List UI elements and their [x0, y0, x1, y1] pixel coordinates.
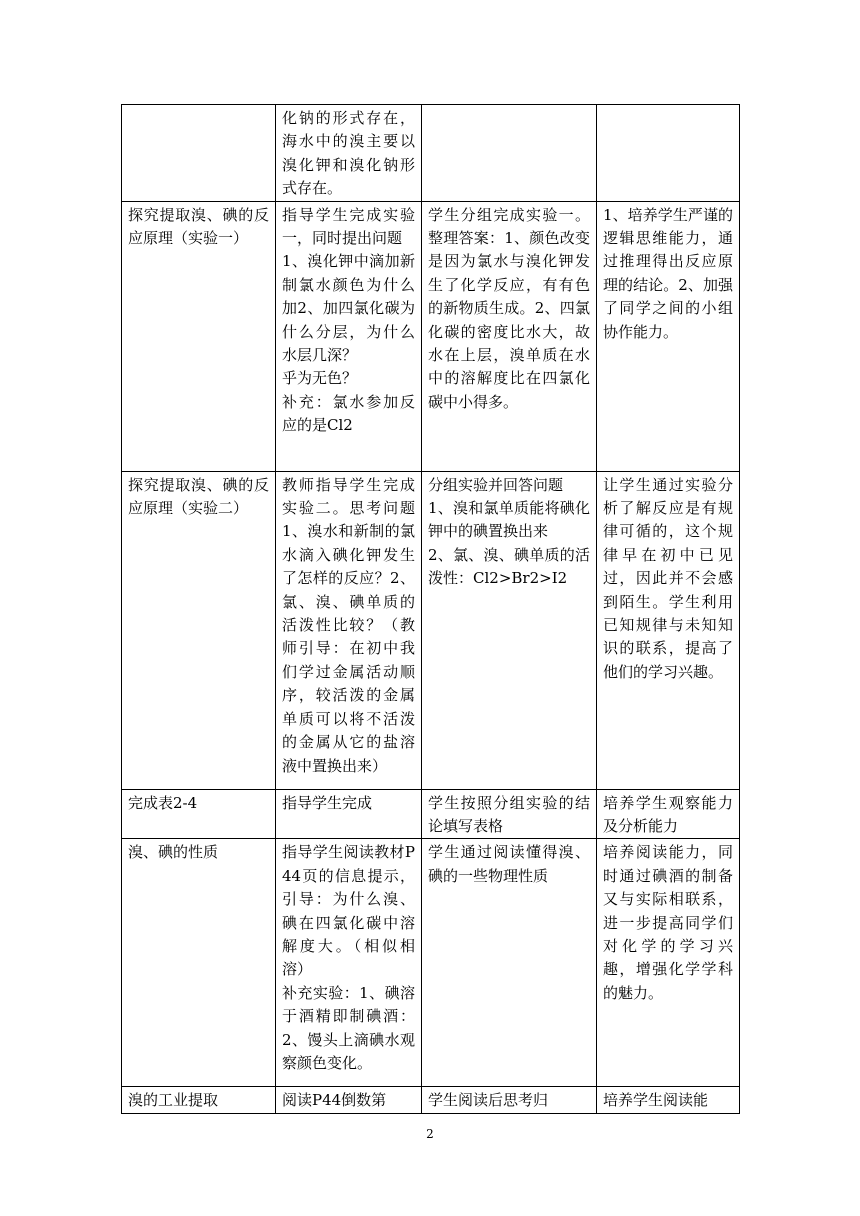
topic-cell	[122, 471, 276, 789]
design-intent-cell	[597, 1087, 740, 1113]
topic-text: 探究提取溴、碘的反应原理（实验一）	[128, 205, 269, 248]
table-row	[122, 789, 740, 839]
student-activity-text: 学生阅读后思考归	[428, 1091, 549, 1110]
topic-cell	[122, 201, 276, 471]
student-activity-text: 分组实验并回答问题 1、溴和氯单质能将碘化钾中的碘置换出来 2、氯、溴、碘单质的活泼性：Cl2>Br2>I2	[428, 475, 590, 588]
design-intent-cell	[597, 105, 740, 202]
table-row	[122, 201, 740, 471]
teacher-activity-cell	[276, 839, 422, 1087]
teacher-activity-cell	[276, 789, 422, 839]
student-activity-cell	[422, 789, 597, 839]
table-row	[122, 1087, 740, 1113]
student-activity-text: 学生分组完成实验一。整理答案：1、颜色改变是因为氯水与溴化钾发生了化学反应，有有色的新物质生成。2、四氯化碳的密度比水大，故水在上层，溴单质在水中的溶解度比在四氯化碳中小得多。	[428, 205, 590, 411]
teacher-activity-cell	[276, 105, 422, 202]
student-activity-cell	[422, 471, 597, 789]
student-activity-cell	[422, 839, 597, 1087]
student-activity-text: 学生按照分组实验的结论填写表格	[428, 793, 590, 836]
topic-text: 溴、碘的性质	[128, 843, 219, 862]
design-intent-text: 让学生通过实验分析了解反应是有规律可循的，这个规律早在初中已见过，因此并不会感到陌生。学生利用已知规律与未知知识的联系，提高了他们的学习兴趣。	[603, 475, 733, 681]
design-intent-text: 1、培养学生严谨的逻辑思维能力，通过推理得出反应原理的结论。2、加强了同学之间的小组协作能力。	[603, 205, 733, 341]
design-intent-text: 培养阅读能力，同时通过碘酒的制备又与实际相联系，进一步提高同学们对化学的学习兴趣，增强化学学科的魅力。	[603, 843, 733, 1002]
topic-text: 完成表2-4	[128, 793, 198, 812]
design-intent-text: 培养学生观察能力及分析能力	[603, 793, 733, 836]
design-intent-cell	[597, 789, 740, 839]
student-activity-cell	[422, 1087, 597, 1113]
design-intent-text: 培养学生阅读能	[603, 1091, 709, 1110]
design-intent-cell	[597, 839, 740, 1087]
student-activity-text: 学生通过阅读懂得溴、碘的一些物理性质	[428, 843, 590, 885]
teacher-activity-cell	[276, 1087, 422, 1113]
teacher-activity-text: 阅读P44倒数第	[282, 1091, 387, 1110]
table-row	[122, 839, 740, 1087]
lesson-plan-table	[121, 104, 740, 1114]
teacher-activity-text: 指导学生阅读教材P44页的信息提示，引导：为什么溴、碘在四氯化碳中溶解度大。（相似相溶） 补充实验：1、碘溶于酒精即制碘酒：2、馒头上滴碘水观察颜色变化。	[282, 843, 415, 1073]
teacher-activity-cell	[276, 471, 422, 789]
teacher-activity-text: 化钠的形式存在，海水中的溴主要以溴化钾和溴化钠形式存在。	[282, 109, 415, 198]
topic-cell	[122, 105, 276, 202]
teacher-activity-cell	[276, 201, 422, 471]
table-row	[122, 105, 740, 202]
topic-cell	[122, 789, 276, 839]
teacher-activity-text: 指导学生完成实验一，同时提出问题 1、溴化钾中滴加新制氯水颜色为什么加2、加四氯化碳为什么分层，为什么水层几深？ 乎为无色？ 补充：氯水参加反应的是Cl2	[282, 205, 415, 435]
topic-text: 探究提取溴、碘的反应原理（实验二）	[128, 475, 269, 518]
page-number: 2	[426, 1127, 434, 1141]
teacher-activity-text: 教师指导学生完成实验二。思考问题1、溴水和新制的氯水滴入碘化钾发生了怎样的反应？2、氯、溴、碘单质的活泼性比较？（教师引导：在初中我们学过金属活动顺序，较活泼的金属单质可以将不活泼的金属从它的盐溶液中置换出来）	[282, 475, 415, 775]
topic-text: 溴的工业提取	[128, 1091, 219, 1110]
topic-cell	[122, 839, 276, 1087]
student-activity-cell	[422, 201, 597, 471]
design-intent-cell	[597, 201, 740, 471]
teacher-activity-text: 指导学生完成	[282, 793, 373, 812]
topic-cell	[122, 1087, 276, 1113]
design-intent-cell	[597, 471, 740, 789]
table-row	[122, 471, 740, 789]
student-activity-cell	[422, 105, 597, 202]
